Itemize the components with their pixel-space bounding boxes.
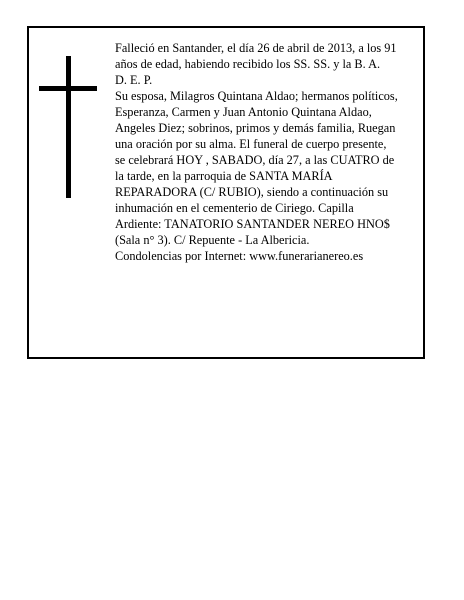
cross-horizontal-bar [39,86,97,91]
notice-intro: Falleció en Santander, el día 26 de abril de 2013, a los 91 años de edad, habiendo recibido los SS. SS. y la B. A. [115,41,397,71]
notice-rip: D. E. P. [115,73,153,87]
cross-vertical-bar [66,56,71,198]
latin-cross-icon [39,56,97,198]
obituary-notice [27,26,425,359]
notice-family-and-funeral: Su esposa, Milagros Quintana Aldao; hermanos políticos, Esperanza, Carmen y Juan Antonio Quintana Aldao, Angeles Diez; sobrinos, primos y demás familia, Ruegan una oración por su alma. El funeral de cuerpo presente, se celebrará HOY , SABADO, día 27, a las CUATRO de la tarde, en la parroquia de SANTA MARÍA REPARADORA (C/ RUBIO), siendo a continuación su inhumación en el cementerio de Ciriego. Capilla Ardiente: TANATORIO SANTANDER NEREO HNO$ (Sala n° 3). C/ Repuente - La Albericia. [115,89,398,247]
notice-condolences: Condolencias por Internet: www.funerarianereo.es [115,249,364,263]
notice-text [115,40,399,264]
